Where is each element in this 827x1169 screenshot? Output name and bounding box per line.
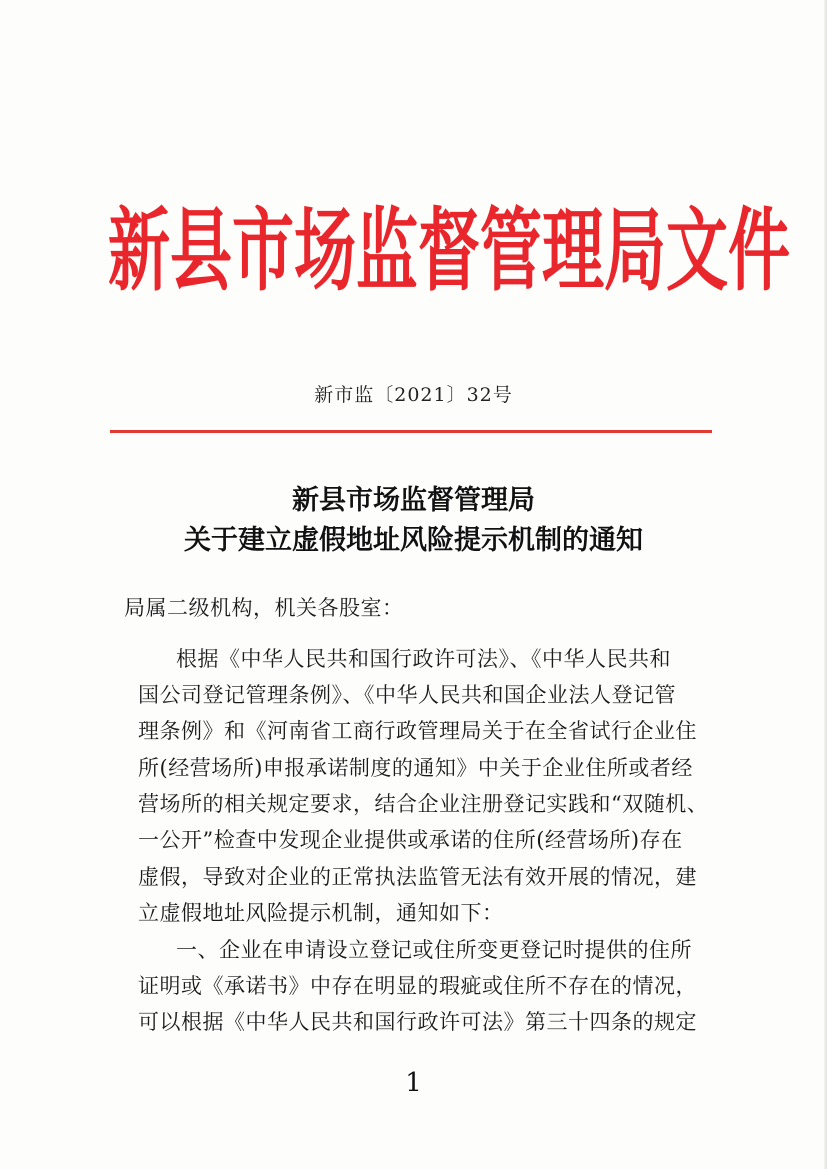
body-line: 理条例》和《河南省工商行政管理局关于在全省试行企业住	[138, 719, 697, 743]
issuing-authority-header: 新县市场监督管理局文件	[108, 197, 791, 304]
body-line: 立虚假地址风险提示机制，通知如下：	[138, 901, 504, 925]
body-line: 根据《中华人民共和国行政许可法》、《中华人民共和	[176, 647, 671, 671]
recipients-line: 局属二级机构，机关各股室：	[124, 596, 404, 620]
body-line: 所(经营场所)申报承诺制度的通知》中关于企业住所或者经	[138, 756, 693, 780]
body-line: 一公开”检查中发现企业提供或承诺的住所(经营场所)存在	[138, 828, 683, 852]
body-line: 可以根据《中华人民共和国行政许可法》第三十四条的规定	[138, 1010, 697, 1034]
body-line: 一、企业在申请设立登记或住所变更登记时提供的住所	[176, 938, 692, 962]
document-number: 新市监〔2021〕32号	[314, 384, 513, 406]
body-line: 证明或《承诺书》中存在明显的瑕疵或住所不存在的情况，	[138, 974, 697, 998]
body-line: 营场所的相关规定要求，结合企业注册登记实践和“双随机、	[138, 792, 709, 816]
page-number: 1	[405, 1068, 422, 1098]
body-line: 国公司登记管理条例》、《中华人民共和国企业法人登记管	[138, 683, 676, 707]
body-line: 虚假，导致对企业的正常执法监管无法有效开展的情况，建	[138, 865, 697, 889]
document-title-line-1: 新县市场监督管理局	[292, 485, 535, 516]
document-title-line-2: 关于建立虚假地址风险提示机制的通知	[184, 525, 643, 556]
red-separator-line	[110, 430, 712, 433]
